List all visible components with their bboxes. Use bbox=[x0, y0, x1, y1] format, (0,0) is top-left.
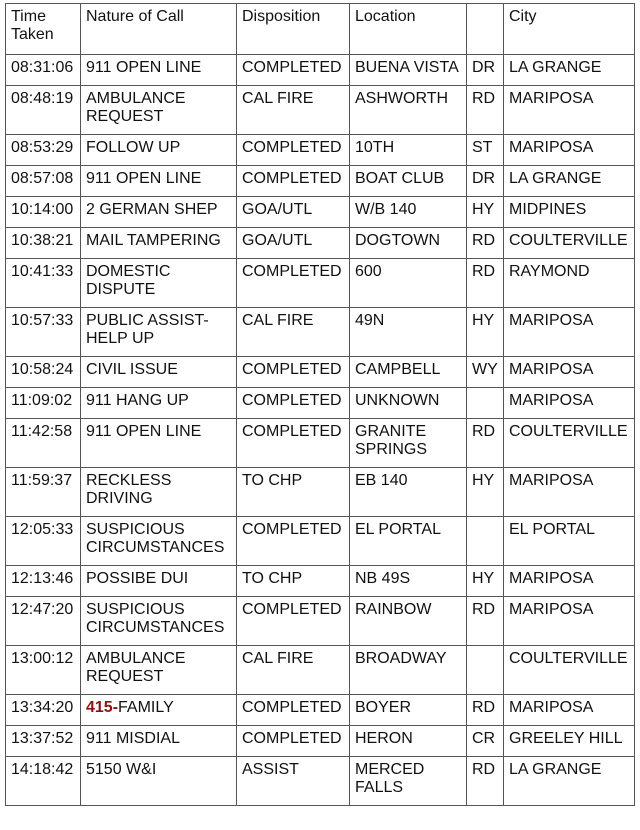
cell-suffix: RD bbox=[467, 757, 504, 806]
cell-location: ASHWORTH bbox=[350, 86, 467, 135]
cell-nature: SUSPICIOUS CIRCUMSTANCES bbox=[81, 597, 237, 646]
cell-disposition: COMPLETED bbox=[237, 259, 350, 308]
cell-city: COULTERVILLE bbox=[504, 228, 635, 259]
cell-time: 08:53:29 bbox=[6, 135, 81, 166]
cell-location: NB 49S bbox=[350, 566, 467, 597]
cell-location: HERON bbox=[350, 726, 467, 757]
table-row bbox=[6, 166, 635, 197]
cell-nature: 911 OPEN LINE bbox=[81, 419, 237, 468]
cell-location: MERCED FALLS bbox=[350, 757, 467, 806]
table-row bbox=[6, 517, 635, 566]
cell-time: 12:47:20 bbox=[6, 597, 81, 646]
table-row bbox=[6, 388, 635, 419]
cell-disposition: COMPLETED bbox=[237, 166, 350, 197]
cell-time: 13:37:52 bbox=[6, 726, 81, 757]
cell-time: 14:18:42 bbox=[6, 757, 81, 806]
cell-disposition: COMPLETED bbox=[237, 726, 350, 757]
cell-time: 13:34:20 bbox=[6, 695, 81, 726]
table-row bbox=[6, 468, 635, 517]
cell-city: RAYMOND bbox=[504, 259, 635, 308]
cell-time: 08:48:19 bbox=[6, 86, 81, 135]
cell-location: EB 140 bbox=[350, 468, 467, 517]
cell-time: 11:59:37 bbox=[6, 468, 81, 517]
header-disposition: Disposition bbox=[237, 4, 350, 55]
cell-suffix: ST bbox=[467, 135, 504, 166]
cell-disposition: COMPLETED bbox=[237, 517, 350, 566]
cell-location: EL PORTAL bbox=[350, 517, 467, 566]
cell-time: 10:41:33 bbox=[6, 259, 81, 308]
cell-location: W/B 140 bbox=[350, 197, 467, 228]
header-time: Time Taken bbox=[6, 4, 81, 55]
cell-time: 08:31:06 bbox=[6, 55, 81, 86]
cell-suffix bbox=[467, 517, 504, 566]
cell-disposition: COMPLETED bbox=[237, 695, 350, 726]
cell-location: DOGTOWN bbox=[350, 228, 467, 259]
header-row bbox=[6, 4, 635, 55]
cell-location: 10TH bbox=[350, 135, 467, 166]
table-row bbox=[6, 228, 635, 259]
cell-nature: RECKLESS DRIVING bbox=[81, 468, 237, 517]
table-row bbox=[6, 695, 635, 726]
cell-suffix bbox=[467, 388, 504, 419]
cell-suffix: RD bbox=[467, 228, 504, 259]
cell-disposition: ASSIST bbox=[237, 757, 350, 806]
table-row bbox=[6, 566, 635, 597]
cell-suffix: DR bbox=[467, 55, 504, 86]
cell-nature: 911 OPEN LINE bbox=[81, 166, 237, 197]
table-row bbox=[6, 86, 635, 135]
cell-nature: MAIL TAMPERING bbox=[81, 228, 237, 259]
table-row bbox=[6, 135, 635, 166]
header-nature: Nature of Call bbox=[81, 4, 237, 55]
cell-disposition: COMPLETED bbox=[237, 597, 350, 646]
cell-city: MARIPOSA bbox=[504, 135, 635, 166]
cell-time: 10:14:00 bbox=[6, 197, 81, 228]
cell-suffix: RD bbox=[467, 259, 504, 308]
cell-disposition: COMPLETED bbox=[237, 357, 350, 388]
cell-nature: 2 GERMAN SHEP bbox=[81, 197, 237, 228]
table-header bbox=[6, 4, 635, 55]
cell-disposition: TO CHP bbox=[237, 468, 350, 517]
cell-location: RAINBOW bbox=[350, 597, 467, 646]
cell-disposition: COMPLETED bbox=[237, 419, 350, 468]
cell-suffix: HY bbox=[467, 566, 504, 597]
cell-city: GREELEY HILL bbox=[504, 726, 635, 757]
cell-city: MARIPOSA bbox=[504, 468, 635, 517]
header-city: City bbox=[504, 4, 635, 55]
table-body bbox=[6, 55, 635, 806]
cell-disposition: TO CHP bbox=[237, 566, 350, 597]
cell-suffix bbox=[467, 646, 504, 695]
header-suffix bbox=[467, 4, 504, 55]
cell-nature: DOMESTIC DISPUTE bbox=[81, 259, 237, 308]
table-row bbox=[6, 259, 635, 308]
cell-suffix: WY bbox=[467, 357, 504, 388]
cell-nature: SUSPICIOUS CIRCUMSTANCES bbox=[81, 517, 237, 566]
cell-suffix: RD bbox=[467, 597, 504, 646]
cell-nature: 5150 W&I bbox=[81, 757, 237, 806]
cell-time: 10:38:21 bbox=[6, 228, 81, 259]
cell-city: LA GRANGE bbox=[504, 166, 635, 197]
cell-city: MARIPOSA bbox=[504, 308, 635, 357]
table-row bbox=[6, 726, 635, 757]
cell-city: MARIPOSA bbox=[504, 566, 635, 597]
nature-code-highlight: 415- bbox=[86, 699, 119, 716]
cell-disposition: COMPLETED bbox=[237, 55, 350, 86]
cell-city: MARIPOSA bbox=[504, 86, 635, 135]
cell-suffix: RD bbox=[467, 86, 504, 135]
cell-city: LA GRANGE bbox=[504, 757, 635, 806]
cell-disposition: CAL FIRE bbox=[237, 646, 350, 695]
cell-nature: 911 HANG UP bbox=[81, 388, 237, 419]
cell-location: BOAT CLUB bbox=[350, 166, 467, 197]
cell-nature: 911 OPEN LINE bbox=[81, 55, 237, 86]
cell-disposition: CAL FIRE bbox=[237, 86, 350, 135]
cell-city: EL PORTAL bbox=[504, 517, 635, 566]
cell-time: 12:05:33 bbox=[6, 517, 81, 566]
cell-suffix: HY bbox=[467, 197, 504, 228]
cell-disposition: CAL FIRE bbox=[237, 308, 350, 357]
cell-time: 11:42:58 bbox=[6, 419, 81, 468]
cell-location: 600 bbox=[350, 259, 467, 308]
cell-suffix: RD bbox=[467, 695, 504, 726]
cell-city: MIDPINES bbox=[504, 197, 635, 228]
cell-location: BOYER bbox=[350, 695, 467, 726]
cell-suffix: HY bbox=[467, 468, 504, 517]
cell-nature: AMBULANCE REQUEST bbox=[81, 86, 237, 135]
cell-time: 13:00:12 bbox=[6, 646, 81, 695]
table-row bbox=[6, 55, 635, 86]
table-row bbox=[6, 597, 635, 646]
cell-time: 10:57:33 bbox=[6, 308, 81, 357]
cell-nature: FOLLOW UP bbox=[81, 135, 237, 166]
cell-nature: POSSIBE DUI bbox=[81, 566, 237, 597]
table-row bbox=[6, 419, 635, 468]
cell-time: 10:58:24 bbox=[6, 357, 81, 388]
cell-city: MARIPOSA bbox=[504, 388, 635, 419]
cell-city: MARIPOSA bbox=[504, 357, 635, 388]
cell-suffix: CR bbox=[467, 726, 504, 757]
cell-time: 08:57:08 bbox=[6, 166, 81, 197]
cell-disposition: GOA/UTL bbox=[237, 197, 350, 228]
cell-city: COULTERVILLE bbox=[504, 419, 635, 468]
cell-nature: PUBLIC ASSIST-HELP UP bbox=[81, 308, 237, 357]
table-row bbox=[6, 357, 635, 388]
cell-city: MARIPOSA bbox=[504, 695, 635, 726]
cell-location: GRANITE SPRINGS bbox=[350, 419, 467, 468]
cell-time: 11:09:02 bbox=[6, 388, 81, 419]
table-row bbox=[6, 197, 635, 228]
table-row bbox=[6, 308, 635, 357]
cell-suffix: RD bbox=[467, 419, 504, 468]
cell-suffix: HY bbox=[467, 308, 504, 357]
cell-nature: 911 MISDIAL bbox=[81, 726, 237, 757]
cell-city: LA GRANGE bbox=[504, 55, 635, 86]
cell-location: BUENA VISTA bbox=[350, 55, 467, 86]
call-log-table bbox=[5, 3, 635, 806]
cell-location: UNKNOWN bbox=[350, 388, 467, 419]
nature-text: FAMILY bbox=[118, 699, 174, 716]
cell-time: 12:13:46 bbox=[6, 566, 81, 597]
cell-location: BROADWAY bbox=[350, 646, 467, 695]
cell-nature: CIVIL ISSUE bbox=[81, 357, 237, 388]
table-row bbox=[6, 757, 635, 806]
cell-disposition: GOA/UTL bbox=[237, 228, 350, 259]
cell-city: COULTERVILLE bbox=[504, 646, 635, 695]
cell-nature bbox=[81, 695, 237, 726]
cell-nature: AMBULANCE REQUEST bbox=[81, 646, 237, 695]
header-location: Location bbox=[350, 4, 467, 55]
cell-city: MARIPOSA bbox=[504, 597, 635, 646]
cell-suffix: DR bbox=[467, 166, 504, 197]
cell-location: CAMPBELL bbox=[350, 357, 467, 388]
cell-disposition: COMPLETED bbox=[237, 388, 350, 419]
table-row bbox=[6, 646, 635, 695]
cell-disposition: COMPLETED bbox=[237, 135, 350, 166]
cell-location: 49N bbox=[350, 308, 467, 357]
